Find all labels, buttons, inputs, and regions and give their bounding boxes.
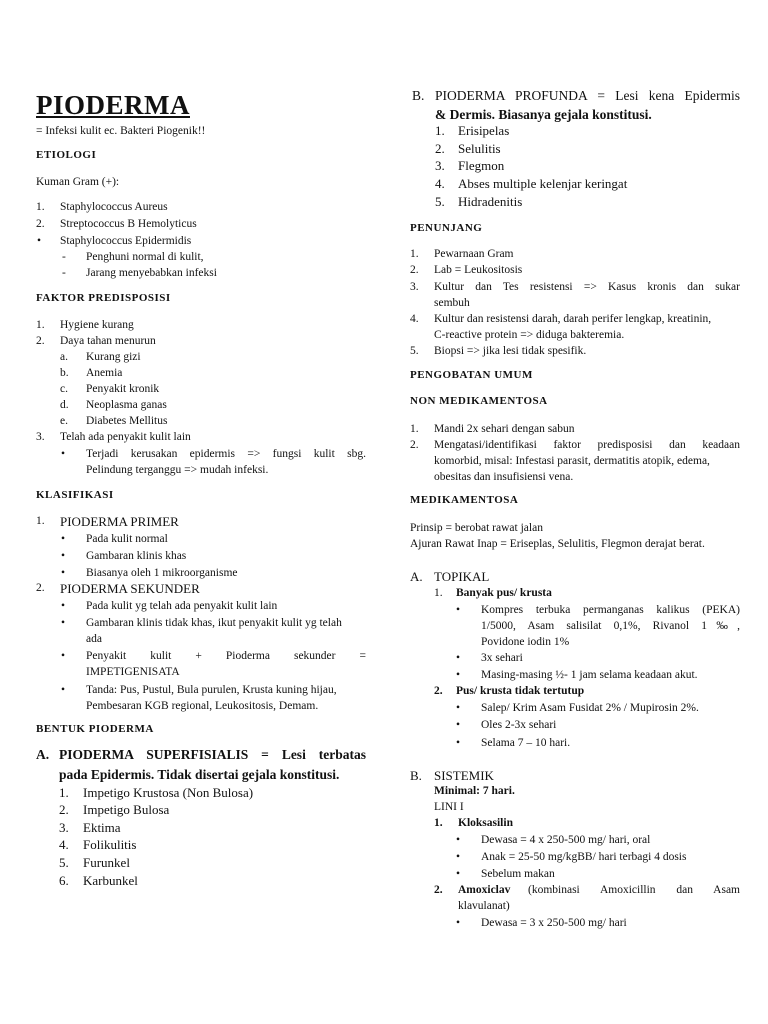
list-text: Mengatasi/identifikasi faktor predisposisi dan keadaan	[434, 439, 740, 451]
list-item	[36, 548, 366, 564]
topikal-header	[410, 568, 740, 585]
list-marker: 1.	[434, 817, 443, 829]
bullet-icon: •	[61, 617, 66, 629]
list-item	[36, 349, 366, 365]
list-item	[36, 565, 366, 581]
list-text: Selulitis	[458, 141, 501, 156]
ajuran-text: Ajuran Rawat Inap = Eriseplas, Selulitis, Flegmon derajat berat.	[410, 538, 705, 550]
list-text: Penghuni normal di kulit,	[86, 251, 204, 263]
list-marker: 4.	[59, 837, 69, 852]
bullet-icon: •	[61, 533, 66, 545]
list-item	[410, 585, 740, 601]
list-text: Gambaran klinis tidak khas, ikut penyakit kulit yg telah	[86, 617, 342, 629]
list-text: Masing-masing ½- 1 jam selama keadaan akut.	[481, 669, 698, 681]
list-text: PIODERMA SEKUNDER	[60, 581, 200, 596]
list-text: Diabetes Mellitus	[86, 415, 168, 427]
bullet-icon: •	[61, 550, 66, 562]
list-marker: 2.	[410, 439, 419, 451]
bullet-icon: •	[456, 702, 461, 714]
bullet-icon: •	[456, 737, 461, 749]
list-item	[410, 175, 740, 192]
list-text: Dewasa = 3 x 250-500 mg/ hari	[481, 917, 627, 929]
list-text: ada	[86, 633, 102, 645]
list-text: Telah ada penyakit kulit lain	[60, 431, 191, 443]
list-text: IMPETIGENISATA	[86, 666, 180, 678]
list-text: Karbunkel	[83, 873, 138, 888]
list-text: Furunkel	[83, 855, 130, 870]
list-marker: 3.	[435, 158, 445, 173]
list-text: Impetigo Bulosa	[83, 802, 170, 817]
list-item	[410, 140, 740, 157]
list-text: obesitas dan insufisiensi vena.	[434, 471, 574, 483]
list-text: Dewasa = 4 x 250-500 mg/ hari, oral	[481, 834, 651, 846]
list-text: sembuh	[434, 297, 470, 309]
list-marker: 1.	[36, 515, 45, 527]
list-item	[410, 311, 740, 343]
list-item	[410, 437, 740, 485]
list-marker: e.	[60, 415, 68, 427]
drug-name: Kloksasilin	[458, 817, 513, 829]
list-marker: 4.	[435, 176, 445, 191]
section-a-title: PIODERMA SUPERFISIALIS = Lesi terbatas	[59, 747, 366, 762]
list-marker: 2.	[434, 685, 443, 697]
list-item	[36, 249, 366, 265]
sistemik-label: SISTEMIK	[434, 768, 494, 783]
list-text: Pada kulit normal	[86, 533, 168, 545]
bullet-icon: •	[61, 600, 66, 612]
list-text: Banyak pus/ krusta	[456, 587, 552, 599]
list-text: Anak = 25-50 mg/kgBB/ hari terbagi 4 dosis	[481, 851, 687, 863]
list-item	[36, 216, 366, 232]
list-text: Penyakit kulit + Pioderma sekunder =	[86, 650, 366, 662]
list-text: Neoplasma ganas	[86, 399, 167, 411]
list-item	[410, 700, 740, 716]
list-text: PIODERMA PRIMER	[60, 514, 179, 529]
list-text: Povidone iodin 1%	[481, 636, 570, 648]
non-medikamentosa-heading: NON MEDIKAMENTOSA	[410, 395, 548, 407]
list-item	[36, 531, 366, 547]
list-marker: 2.	[434, 884, 443, 896]
list-text: Staphylococcus Epidermidis	[60, 235, 192, 247]
list-marker: 1.	[435, 123, 445, 138]
list-marker: 6.	[59, 873, 69, 888]
list-text: Biasanya oleh 1 mikroorganisme	[86, 567, 238, 579]
list-item	[36, 872, 366, 889]
list-text: Penyakit kronik	[86, 383, 160, 395]
list-text: Staphylococcus Aureus	[60, 201, 168, 213]
list-marker: 2.	[59, 802, 69, 817]
bullet-icon: •	[61, 567, 66, 579]
list-text: Lab = Leukositosis	[434, 264, 523, 276]
bullet-icon: •	[456, 652, 461, 664]
list-item	[410, 815, 740, 831]
list-text: klavulanat)	[458, 900, 510, 912]
list-marker: c.	[60, 383, 68, 395]
list-text: Kurang gizi	[86, 351, 141, 363]
section-b-title: PIODERMA PROFUNDA = Lesi kena Epidermis	[435, 88, 740, 103]
list-item	[410, 650, 740, 666]
list-text: Pus/ krusta tidak tertutup	[456, 685, 585, 697]
list-text: Mandi 2x sehari dengan sabun	[434, 423, 575, 435]
list-item	[36, 265, 366, 281]
list-marker: 1.	[410, 248, 419, 260]
list-text: Oles 2-3x sehari	[481, 719, 557, 731]
list-item	[410, 882, 740, 914]
list-item	[36, 836, 366, 853]
list-text: Pelindung terganggu => mudah infeksi.	[86, 464, 269, 476]
list-text: Abses multiple kelenjar keringat	[458, 176, 628, 191]
list-item	[36, 819, 366, 836]
bentuk-heading: BENTUK PIODERMA	[36, 723, 154, 735]
bullet-icon: •	[61, 448, 66, 460]
list-item	[36, 233, 366, 249]
list-marker: 2.	[36, 218, 45, 230]
list-item	[36, 429, 366, 445]
bullet-icon: •	[61, 684, 66, 696]
page-title: PIODERMA	[36, 90, 190, 120]
list-item	[410, 667, 740, 683]
list-text: 1/5000, Asam salisilat 0,1%, Rivanol 1‰,	[481, 620, 740, 632]
bullet-icon: •	[37, 235, 42, 247]
section-b-title: & Dermis. Biasanya gejala konstitusi.	[435, 107, 652, 122]
list-item	[36, 365, 366, 381]
list-marker: 5.	[410, 345, 419, 357]
etiologi-heading: ETIOLOGI	[36, 149, 97, 161]
list-item	[410, 602, 740, 650]
penunjang-heading: PENUNJANG	[410, 222, 483, 234]
list-item	[410, 279, 740, 311]
list-item	[36, 381, 366, 397]
pengobatan-heading: PENGOBATAN UMUM	[410, 369, 533, 381]
list-text: Anemia	[86, 367, 123, 379]
list-text: Tanda: Pus, Pustul, Bula purulen, Krusta kuning hijau,	[86, 684, 337, 696]
list-item	[410, 246, 740, 262]
list-text: Streptococcus B Hemolyticus	[60, 218, 197, 230]
list-text: Salep/ Krim Asam Fusidat 2% / Mupirosin 2%.	[481, 702, 699, 714]
etiologi-intro: Kuman Gram (+):	[36, 176, 120, 188]
list-text: Hidradenitis	[458, 194, 523, 209]
list-marker: 2.	[36, 582, 45, 594]
list-marker: b.	[60, 367, 69, 379]
list-item	[410, 717, 740, 733]
list-text: Kultur dan resistensi darah, darah perifer lengkap, kreatinin,	[434, 313, 712, 325]
drug-name: Amoxiclav	[458, 884, 511, 896]
topikal-label: TOPIKAL	[434, 569, 490, 584]
list-text: Biopsi => jika lesi tidak spesifik.	[434, 345, 587, 357]
list-text: Jarang menyebabkan infeksi	[86, 267, 217, 279]
list-marker: 1.	[410, 423, 419, 435]
list-text: Impetigo Krustosa (Non Bulosa)	[83, 785, 254, 800]
bullet-icon: •	[61, 650, 66, 662]
list-item	[36, 682, 366, 714]
list-item	[36, 854, 366, 871]
section-marker: A.	[410, 569, 423, 584]
list-marker: 2.	[36, 335, 45, 347]
list-item	[36, 413, 366, 429]
list-item	[410, 735, 740, 751]
list-text: 3x sehari	[481, 652, 523, 664]
list-text: C-reactive protein => diduga bakteremia.	[434, 329, 625, 341]
list-item	[410, 122, 740, 139]
list-text: Flegmon	[458, 158, 505, 173]
list-item	[36, 648, 366, 680]
list-text: Daya tahan menurun	[60, 335, 156, 347]
list-marker: a.	[60, 351, 68, 363]
list-item	[410, 832, 740, 848]
list-marker: 1.	[434, 587, 443, 599]
medikamentosa-heading: MEDIKAMENTOSA	[410, 494, 519, 506]
list-text: (kombinasi Amoxicillin dan Asam	[528, 884, 740, 896]
minimal-text: Minimal: 7 hari.	[434, 785, 515, 797]
list-text: Kompres terbuka permanganas kalikus (PEKA)	[481, 604, 740, 616]
bullet-icon: •	[456, 719, 461, 731]
bullet-icon: •	[456, 604, 461, 616]
sistemik-header	[410, 767, 740, 784]
section-marker: B.	[412, 88, 425, 103]
list-marker: 1.	[59, 785, 69, 800]
list-item	[36, 615, 366, 647]
list-marker: 4.	[410, 313, 419, 325]
definition: = Infeksi kulit ec. Bakteri Piogenik!!	[36, 125, 206, 137]
list-text: Kultur dan Tes resistensi => Kasus kronis dan sukar	[434, 281, 740, 293]
prinsip-text: Prinsip = berobat rawat jalan	[410, 522, 543, 534]
list-item	[410, 262, 740, 278]
list-item	[36, 199, 366, 215]
list-item	[36, 598, 366, 614]
list-item	[36, 801, 366, 818]
klasifikasi-heading: KLASIFIKASI	[36, 489, 114, 501]
list-item	[410, 683, 740, 699]
list-item	[36, 580, 366, 597]
list-text: Sebelum makan	[481, 868, 555, 880]
list-item	[410, 866, 740, 882]
list-item	[36, 513, 366, 530]
list-marker: d.	[60, 399, 69, 411]
list-text: Hygiene kurang	[60, 319, 134, 331]
bullet-icon: •	[456, 851, 461, 863]
dash-marker: -	[62, 251, 66, 263]
section-marker: B.	[410, 768, 422, 783]
list-item	[410, 421, 740, 437]
list-marker: 2.	[435, 141, 445, 156]
list-item	[410, 193, 740, 210]
section-b	[410, 86, 740, 126]
section-a	[36, 745, 366, 785]
list-marker: 5.	[59, 855, 69, 870]
list-item	[36, 333, 366, 349]
list-marker: 3.	[59, 820, 69, 835]
section-marker: A.	[36, 747, 50, 762]
list-item	[410, 915, 740, 931]
list-item	[410, 849, 740, 865]
lini-label: LINI I	[434, 801, 464, 813]
list-text: Pada kulit yg telah ada penyakit kulit lain	[86, 600, 278, 612]
bullet-icon: •	[456, 834, 461, 846]
list-marker: 5.	[435, 194, 445, 209]
list-item	[410, 157, 740, 174]
list-marker: 3.	[36, 431, 45, 443]
bullet-icon: •	[456, 669, 461, 681]
list-item	[36, 397, 366, 413]
list-item	[36, 446, 366, 478]
list-marker: 3.	[410, 281, 419, 293]
list-text: Folikulitis	[83, 837, 137, 852]
list-text: Pembesaran KGB regional, Leukositosis, Demam.	[86, 700, 319, 712]
list-item	[36, 317, 366, 333]
bullet-icon: •	[456, 868, 461, 880]
bullet-icon: •	[456, 917, 461, 929]
list-text: Selama 7 – 10 hari.	[481, 737, 571, 749]
faktor-heading: FAKTOR PREDISPOSISI	[36, 292, 171, 304]
list-marker: 1.	[36, 319, 45, 331]
dash-marker: -	[62, 267, 66, 279]
list-item	[36, 784, 366, 801]
list-marker: 2.	[410, 264, 419, 276]
list-text: Pewarnaan Gram	[434, 248, 514, 260]
section-a-title: pada Epidermis. Tidak disertai gejala konstitusi.	[59, 767, 340, 782]
list-text: Ektima	[83, 820, 121, 835]
list-text: Erisipelas	[458, 123, 510, 138]
list-text: komorbid, misal: Infestasi parasit, dermatitis atopik, edema,	[434, 455, 710, 467]
list-marker: 1.	[36, 201, 45, 213]
list-text: Gambaran klinis khas	[86, 550, 187, 562]
list-text: Terjadi kerusakan epidermis => fungsi kulit sbg.	[86, 448, 366, 460]
list-item	[410, 343, 740, 359]
